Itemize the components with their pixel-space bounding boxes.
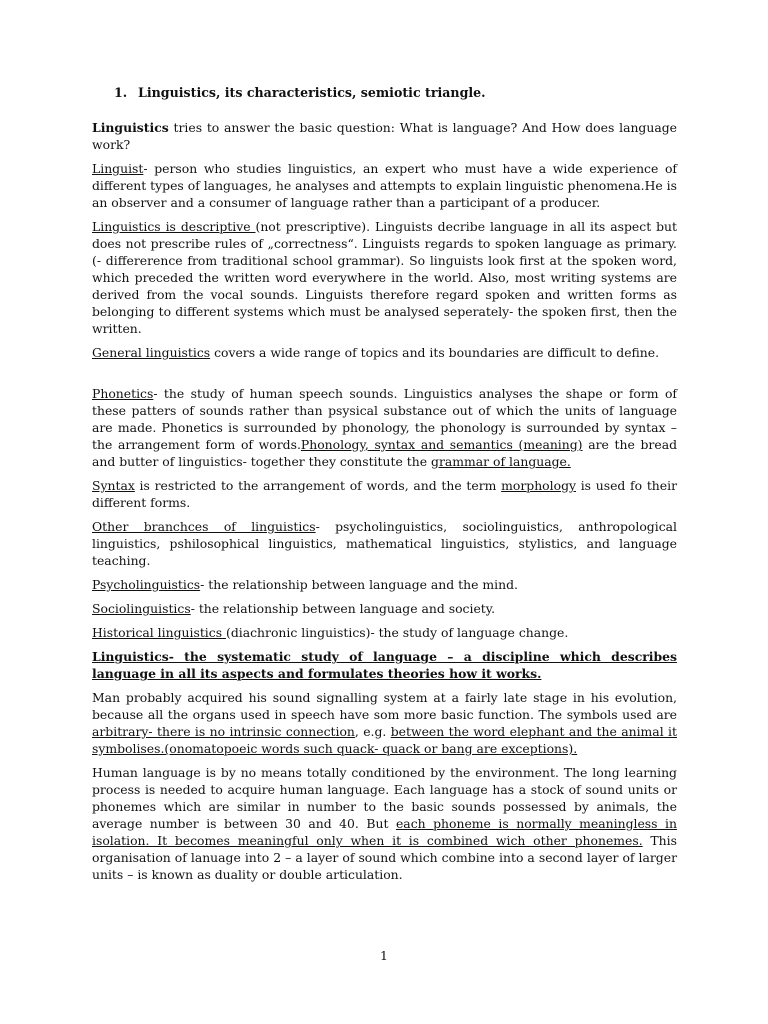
underlined-phrase: grammar of language. (431, 454, 571, 469)
term-other-branches: Other branchces of linguistics (92, 519, 316, 534)
term-descriptive: Linguistics is descriptive (92, 219, 256, 234)
paragraph-text: is used fo their different forms. (92, 478, 677, 510)
underlined-phrase: arbitrary- there is no intrinsic connection (92, 724, 355, 739)
paragraph-linguist (92, 160, 677, 211)
term-syntax: Syntax (92, 478, 135, 493)
paragraph-definition: Linguistics- the systematic study of language – a discipline which describes language in all its aspects and formulates theories how it works. (92, 649, 677, 681)
paragraph-syntax (92, 477, 677, 511)
paragraph-text: - the relationship between language and society. (190, 601, 496, 616)
term-linguist: Linguist (92, 161, 144, 176)
paragraph-human-language (92, 764, 677, 883)
paragraph-psycholinguistics (92, 576, 677, 593)
paragraph-text: This organisation of lanuage into 2 – a layer of sound which combine into a second layer of larger units – is known as duality or double articulation. (92, 833, 677, 882)
term-psycholinguistics: Psycholinguistics (92, 577, 201, 592)
paragraph-descriptive (92, 218, 677, 337)
paragraph-text: , e.g. (354, 724, 391, 739)
paragraph-text: - the relationship between language and the mind. (200, 577, 518, 592)
paragraph-phonetics (92, 385, 677, 470)
paragraph-text: - person who studies linguistics, an expert who must have a wide experience of different types of languages, he analyses and attempts to explain linguistic phenomena.He is an observer and a consumer of language rather than a participant of a producer. (92, 161, 677, 210)
paragraph-text: Man probably acquired his sound signalling system at a fairly late stage in his evolution, because all the organs used in speech have som more basic function. The symbols used are (92, 690, 677, 722)
paragraph-text: - the study of human speech sounds. Linguistics analyses the shape or form of these patters of sounds rather than psysical substance out of which the units of language are made. Phonetics is surrounded by phonology, the phonology is surrounded by syntax – the arrangement form of words. (92, 386, 677, 452)
term-sociolinguistics: Sociolinguistics (92, 601, 191, 616)
paragraph-linguistics (92, 119, 677, 153)
heading-text: Linguistics, its characteristics, semiotic triangle. (138, 85, 486, 100)
term-linguistics: Linguistics (92, 120, 169, 135)
paragraph-other-branches (92, 518, 677, 569)
term-historical-linguistics: Historical linguistics (92, 625, 226, 640)
paragraph-text: (diachronic linguistics)- the study of language change. (226, 625, 569, 640)
paragraph-text: covers a wide range of topics and its boundaries are difficult to define. (210, 345, 660, 360)
paragraph-text: - psycholinguistics, sociolinguistics, anthropological linguistics, pshilosophical linguistics, mathematical linguistics, stylistics, and language teaching. (92, 519, 677, 568)
underlined-phrase: Phonology, syntax and semantics (meaning) (300, 437, 583, 452)
paragraph-sound-signalling (92, 689, 677, 757)
underlined-phrase: between the word elephant and the animal it symbolises.(onomatopoeic words such quack- quack or bang are exceptions). (92, 724, 677, 756)
paragraph-text: are the bread and butter of linguistics- together they constitute the (92, 437, 678, 469)
term-morphology: morphology (501, 478, 576, 493)
paragraph-text: is restricted to the arrangement of words, and the term (134, 478, 502, 493)
term-phonetics: Phonetics (92, 386, 154, 401)
heading-number: 1. (114, 85, 128, 100)
paragraph-general-linguistics (92, 344, 677, 361)
paragraph-text: (not prescriptive). Linguists decribe language in all its aspect but does not prescribe rules of „correctness“. Linguists regards to spoken language as primary.(- differerence from traditional school grammar). So linguists look first at the spoken word, which preceded the written word everywhere in the world. Also, most writing systems are derived from the vocal sounds. Linguists therefore regard spoken and written forms as belonging to different systems which must be analysed seperately- the spoken first, then the written. (92, 219, 678, 336)
term-general-linguistics: General linguistics (92, 345, 211, 360)
paragraph-historical-linguistics (92, 624, 677, 641)
page-number: 1 (380, 948, 388, 963)
paragraph-sociolinguistics (92, 600, 677, 617)
paragraph-text: tries to answer the basic question: What is language? And How does language work? (92, 120, 677, 152)
underlined-phrase: each phoneme is normally meaningless in isolation. It becomes meaningful only when it is combined wich other phonemes. (92, 816, 677, 848)
paragraph-text: Human language is by no means totally conditioned by the environment. The long learning process is needed to acquire human language. Each language has a stock of sound units or phonemes which are similar in number to the basic sounds possessed by animals, the average number is between 30 and 40. But (92, 765, 677, 831)
section-heading (114, 84, 677, 101)
document-page (92, 84, 677, 883)
